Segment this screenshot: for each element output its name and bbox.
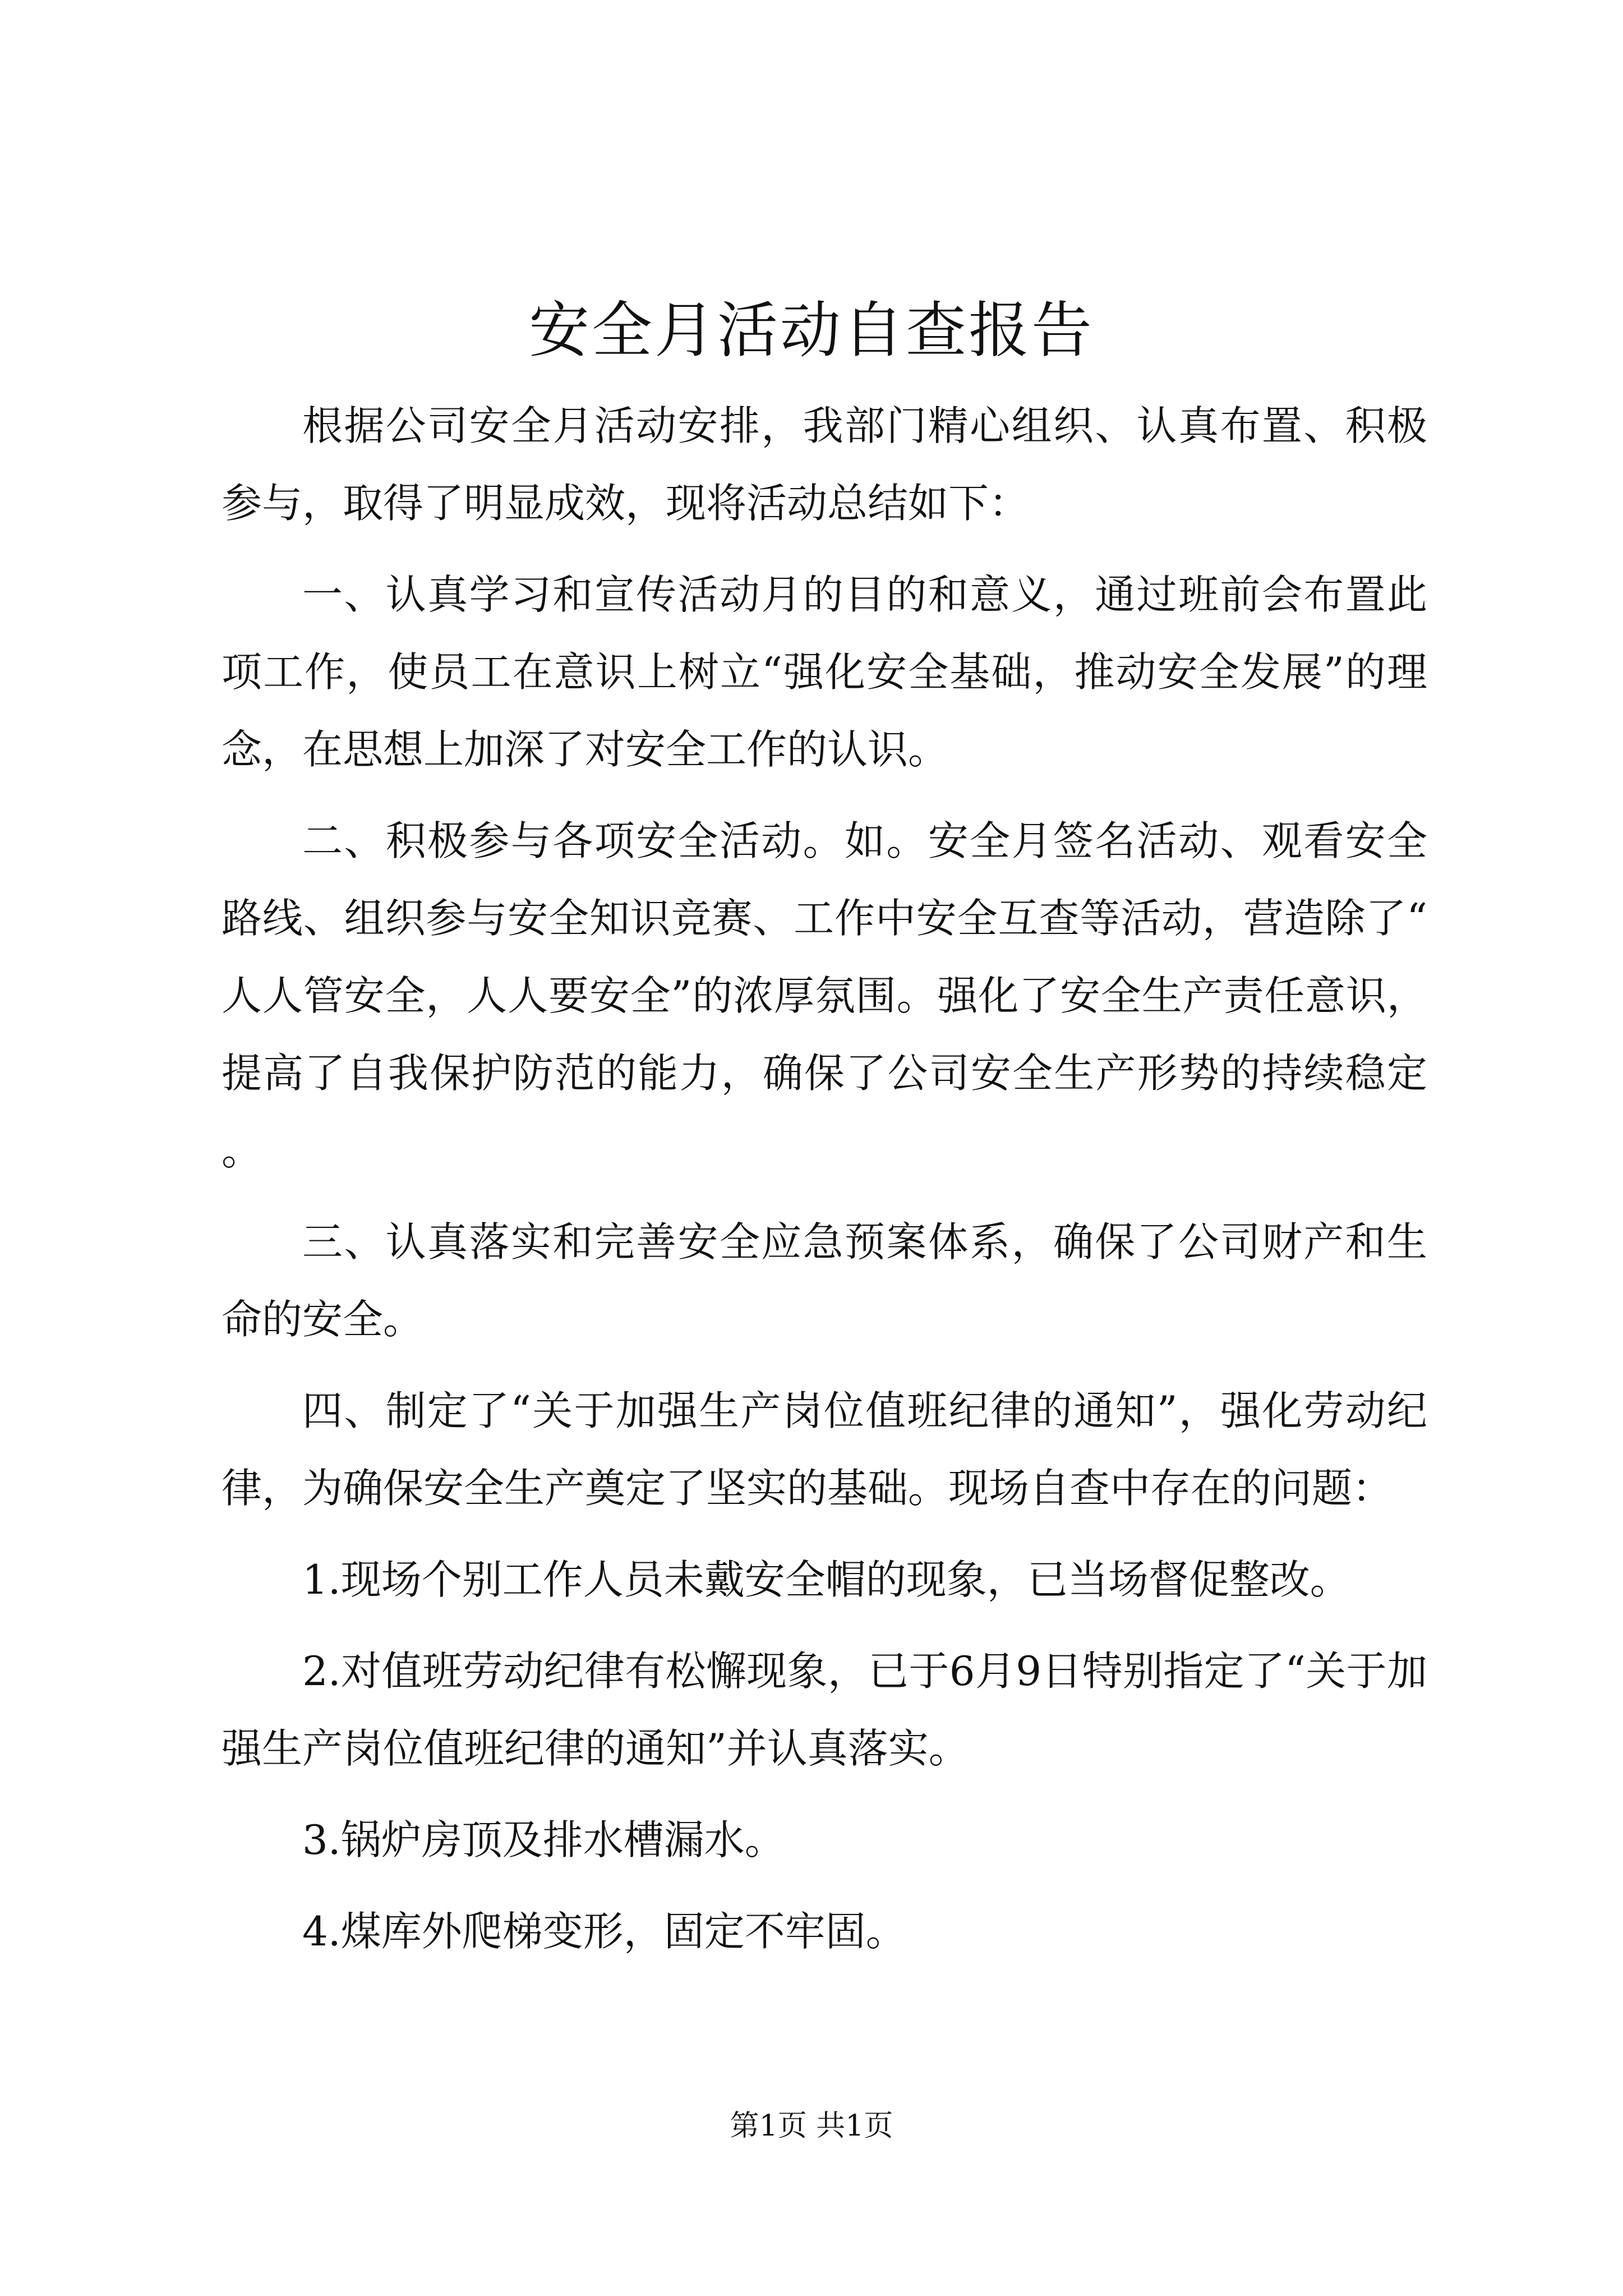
issue-2-item: 2.对值班劳动纪律有松懈现象，已于6月9日特别指定了“关于加强生产岗位值班纪律的通知”并认真落实。 — [222, 1648, 1427, 1772]
issue-3-item: 3.锅炉房顶及排水槽漏水。 — [302, 1816, 785, 1864]
section-4-paragraph: 四、制定了“关于加强生产岗位值班纪律的通知”，强化劳动纪律，为确保安全生产奠定了坚实的基础。现场自查中存在的问题： — [222, 1387, 1427, 1512]
issue-1-item: 1.现场个别工作人员未戴安全帽的现象，已当场督促整改。 — [302, 1556, 1350, 1603]
page-number-footer: 第1页 共1页 — [730, 2109, 893, 2143]
section-2-paragraph: 二、积极参与各项安全活动。如。安全月签名活动、观看安全路线、组织参与安全知识竞赛、工作中安全互查等活动，营造除了“人人管安全，人人要安全”的浓厚氛围。强化了安全生产责任意识，提高了自我保护防范的能力，确保了公司安全生产形势的持续稳定。 — [222, 817, 1427, 1174]
intro-paragraph: 根据公司安全月活动安排，我部门精心组织、认真布置、积极参与，取得了明显成效，现将活动总结如下： — [222, 402, 1427, 527]
document-title: 安全月活动自查报告 — [528, 296, 1094, 366]
section-3-paragraph: 三、认真落实和完善安全应急预案体系，确保了公司财产和生命的安全。 — [222, 1218, 1427, 1343]
issue-4-item: 4.煤库外爬梯变形，固定不牢固。 — [302, 1908, 906, 1955]
section-1-paragraph: 一、认真学习和宣传活动月的目的和意义，通过班前会布置此项工作，使员工在意识上树立“强化安全基础，推动安全发展”的理念，在思想上加深了对安全工作的认识。 — [222, 571, 1427, 773]
document-body — [222, 387, 1427, 1984]
